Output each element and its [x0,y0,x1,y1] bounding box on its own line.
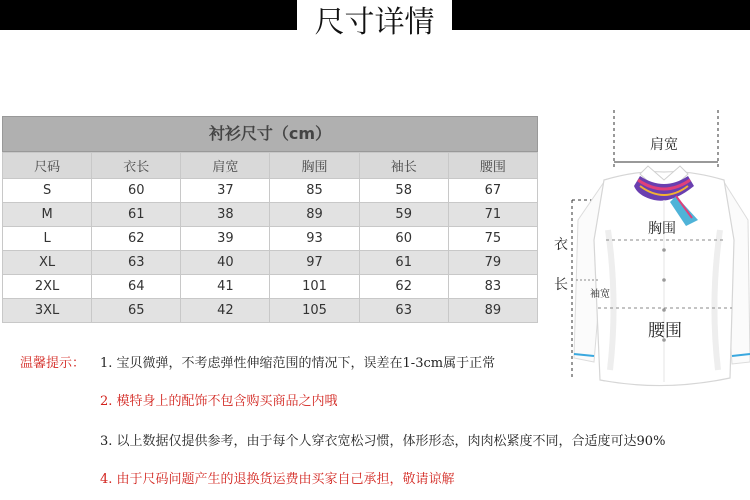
table-row [3,179,538,203]
table-cell: 38 [181,203,270,227]
table-cell: 41 [181,275,270,299]
table-cell: 40 [181,251,270,275]
table-cell: 61 [92,203,181,227]
size-table [2,116,538,323]
shirt-illustration [548,100,750,490]
table-row [3,203,538,227]
table-cell: 89 [448,299,537,323]
table-cell: 62 [92,227,181,251]
length-label-1: 衣 [554,237,568,253]
table-cell: 65 [92,299,181,323]
col-header: 袖长 [359,153,448,179]
table-cell: 42 [181,299,270,323]
table-cell: 64 [92,275,181,299]
col-header: 胸围 [270,153,359,179]
table-cell: 2XL [3,275,92,299]
table-cell: 75 [448,227,537,251]
table-cell: 97 [270,251,359,275]
table-cell: 59 [359,203,448,227]
table-cell: XL [3,251,92,275]
table-cell: 3XL [3,299,92,323]
header-band [0,0,750,45]
table-caption: 衬衫尺寸（cm） [2,116,538,152]
table-row [3,299,538,323]
page-title: 尺寸详情 [314,5,435,40]
shirt-image [548,100,750,490]
note-item: 1. 宝贝微弹，不考虑弹性伸缩范围的情况下，误差在1-3cm属于正常 [100,356,496,371]
table-cell: 61 [359,251,448,275]
table-cell: 71 [448,203,537,227]
table-cell: 37 [181,179,270,203]
col-header: 衣长 [92,153,181,179]
col-header: 尺码 [3,153,92,179]
size-grid [2,152,538,323]
table-cell: L [3,227,92,251]
table-cell: 39 [181,227,270,251]
chest-label: 胸围 [648,221,676,237]
note-item: 3. 以上数据仅提供参考，由于每个人穿衣宽松习惯，体形形态，肉肉松紧度不同，合适度可达90% [100,434,666,449]
note-item: 4. 由于尺码问题产生的退换货运费由买家自己承担，敬请谅解 [100,472,455,487]
length-label-2: 长 [554,277,568,293]
table-cell: 60 [92,179,181,203]
waist-label: 腰围 [648,321,682,341]
col-header: 肩宽 [181,153,270,179]
table-cell: 67 [448,179,537,203]
table-row [3,227,538,251]
shoulder-label: 肩宽 [650,137,678,153]
table-cell: 60 [359,227,448,251]
table-row [3,251,538,275]
notes-lead: 温馨提示： [20,356,86,371]
table-cell: 93 [270,227,359,251]
table-cell: 89 [270,203,359,227]
table-cell: 63 [359,299,448,323]
sleeve-label: 袖宽 [590,289,610,300]
table-cell: 62 [359,275,448,299]
table-cell: 85 [270,179,359,203]
table-cell: 105 [270,299,359,323]
table-cell: S [3,179,92,203]
table-cell: 58 [359,179,448,203]
table-header-row [3,153,538,179]
note-item: 2. 模特身上的配饰不包含购买商品之内哦 [100,394,338,409]
col-header: 腰围 [448,153,537,179]
table-cell: 101 [270,275,359,299]
table-cell: 79 [448,251,537,275]
table-cell: M [3,203,92,227]
table-cell: 83 [448,275,537,299]
header-bar-right [452,0,750,30]
header-bar-left [0,0,297,30]
table-row [3,275,538,299]
table-cell: 63 [92,251,181,275]
